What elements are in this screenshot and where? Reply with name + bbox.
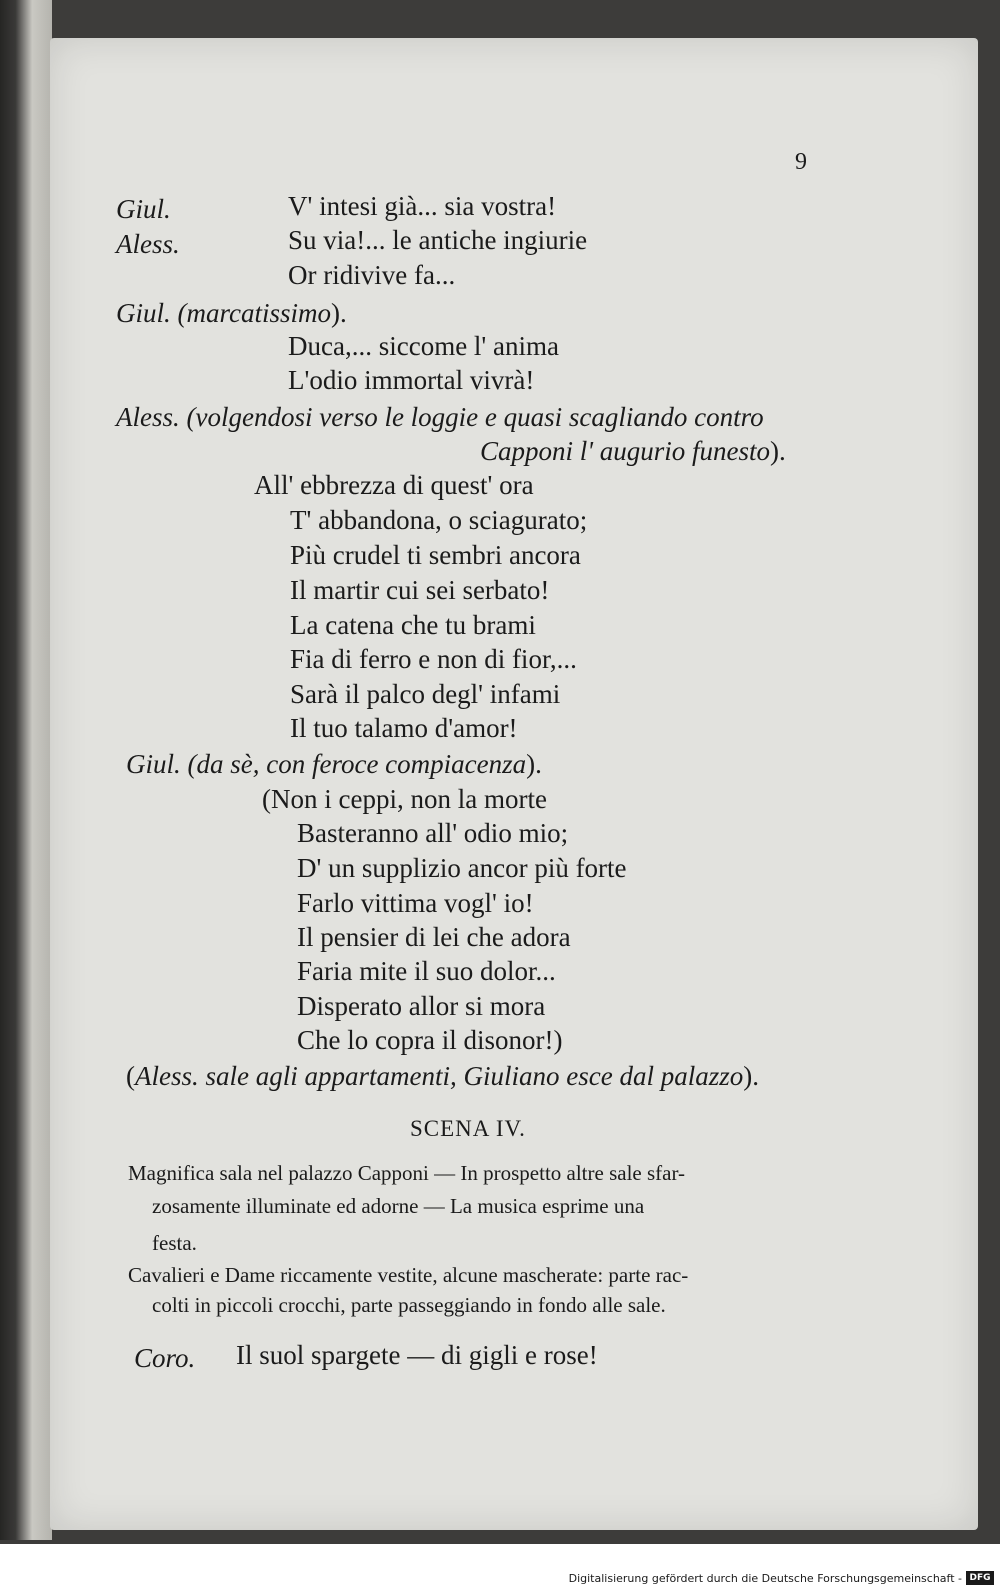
page-number: 9 bbox=[795, 149, 807, 175]
verse-line: (Non i ceppi, non la morte bbox=[262, 784, 547, 814]
direction-text: marcatissimo bbox=[186, 298, 332, 328]
verse-line: Che lo copra il disonor!) bbox=[297, 1025, 563, 1055]
verse-line: Basteranno all' odio mio; bbox=[297, 818, 569, 848]
direction-text: da sè, con feroce compiacenza bbox=[196, 749, 527, 779]
speaker: Giul. bbox=[116, 194, 171, 224]
verse-line: Sarà il palco degl' infami bbox=[290, 679, 561, 709]
direction-close: ). bbox=[770, 436, 786, 466]
verse-line: V' intesi già... sia vostra! bbox=[288, 191, 557, 221]
verse-line: Più crudel ti sembri ancora bbox=[290, 540, 581, 570]
stage-direction bbox=[126, 1060, 759, 1092]
direction-close: ). bbox=[743, 1061, 759, 1091]
speaker: Aless. bbox=[116, 229, 180, 259]
speaker: Aless. ( bbox=[116, 402, 196, 432]
stage-direction bbox=[480, 435, 786, 467]
speaker: Coro. bbox=[134, 1343, 196, 1373]
verse-line: Il suol spargete — di gigli e rose! bbox=[236, 1340, 598, 1370]
verse-line: Il tuo talamo d'amor! bbox=[290, 713, 518, 743]
stage-direction bbox=[116, 297, 347, 329]
scene-description: colti in piccoli crocchi, parte passeggiando in fondo alle sale. bbox=[152, 1293, 666, 1317]
direction-close: ). bbox=[526, 749, 542, 779]
verse-line: T' abbandona, o sciagurato; bbox=[290, 505, 588, 535]
scene-description: zosamente illuminate ed adorne — La musica esprime una bbox=[152, 1194, 645, 1218]
verse-line: La catena che tu brami bbox=[290, 610, 536, 640]
verse-line: D' un supplizio ancor più forte bbox=[297, 853, 627, 883]
direction-open: ( bbox=[126, 1061, 135, 1091]
verse-line: Il martir cui sei serbato! bbox=[290, 575, 550, 605]
scene-description: Magnifica sala nel palazzo Capponi — In prospetto altre sale sfar- bbox=[128, 1161, 686, 1185]
direction-close: ). bbox=[331, 298, 347, 328]
stage-direction bbox=[126, 748, 542, 780]
dfg-logo: DFG bbox=[966, 1571, 994, 1585]
speaker: Giul. ( bbox=[126, 749, 197, 779]
funding-note: Digitalisierung gefördert durch die Deutsche Forschungsgemeinschaft - bbox=[568, 1572, 962, 1585]
direction-text: volgendosi verso le loggie e quasi scagliando contro bbox=[195, 402, 764, 432]
stage-direction bbox=[116, 401, 764, 433]
verse-line: Su via!... le antiche ingiurie bbox=[288, 225, 588, 255]
verse-line: Fia di ferro e non di fior,... bbox=[290, 644, 577, 674]
verse-line: Farlo vittima vogl' io! bbox=[297, 888, 534, 918]
verse-line: Faria mite il suo dolor... bbox=[297, 956, 556, 986]
verse-line: L'odio immortal vivrà! bbox=[288, 365, 535, 395]
scene-description: Cavalieri e Dame riccamente vestite, alcune mascherate: parte rac- bbox=[128, 1263, 689, 1287]
scene-heading: SCENA IV. bbox=[410, 1116, 526, 1141]
verse-line: Disperato allor si mora bbox=[297, 991, 546, 1021]
scene-description: festa. bbox=[152, 1231, 197, 1255]
verse-line: Or ridivive fa... bbox=[288, 260, 456, 290]
verse-line: Duca,... siccome l' anima bbox=[288, 331, 560, 361]
direction-text: Capponi l' augurio funesto bbox=[480, 436, 771, 466]
speaker: Giul. ( bbox=[116, 298, 187, 328]
verse-line: Il pensier di lei che adora bbox=[297, 922, 571, 952]
direction-text: Aless. sale agli appartamenti, Giuliano esce dal palazzo bbox=[135, 1061, 744, 1091]
verse-line: All' ebbrezza di quest' ora bbox=[254, 470, 534, 500]
previous-page-edge bbox=[0, 0, 52, 1540]
